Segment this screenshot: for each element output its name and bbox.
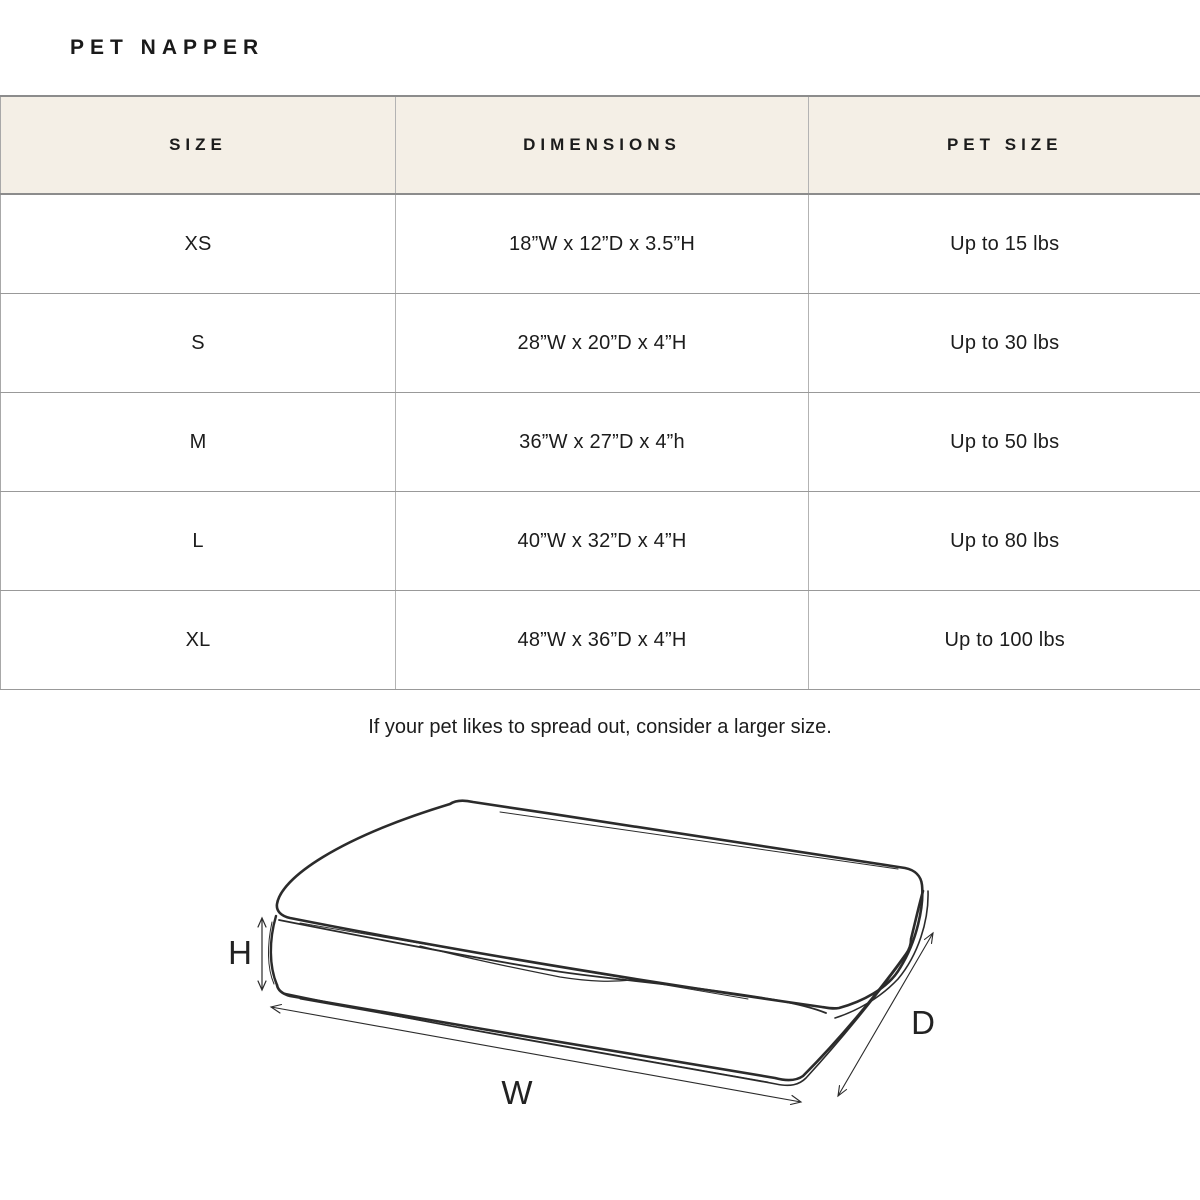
table-row: [1, 294, 1200, 393]
pet-size-cell: Up to 50 lbs: [809, 393, 1200, 492]
title-bar: [0, 0, 1200, 95]
width-label: W: [501, 1074, 533, 1111]
bed-outline-sketch: [268, 801, 928, 1086]
dimensions-cell: 18”W x 12”D x 3.5”H: [396, 194, 809, 294]
pet-size-cell: Up to 100 lbs: [809, 591, 1200, 690]
dimensions-cell: 36”W x 27”D x 4”h: [396, 393, 809, 492]
table-row: [1, 492, 1200, 591]
dimensions-cell: 48”W x 36”D x 4”H: [396, 591, 809, 690]
column-header-dimensions: DIMENSIONS: [396, 96, 809, 194]
table-header-row: [1, 96, 1200, 194]
table-row: [1, 591, 1200, 690]
pet-size-cell: Up to 30 lbs: [809, 294, 1200, 393]
width-arrow: [271, 1005, 801, 1105]
dimensions-cell: 40”W x 32”D x 4”H: [396, 492, 809, 591]
size-chart-table: [0, 95, 1200, 690]
dimensions-cell: 28”W x 20”D x 4”H: [396, 294, 809, 393]
table-row: [1, 194, 1200, 294]
height-arrow: [258, 918, 266, 990]
height-label: H: [228, 934, 252, 971]
pet-size-cell: Up to 15 lbs: [809, 194, 1200, 294]
pet-size-cell: Up to 80 lbs: [809, 492, 1200, 591]
column-header-pet-size: PET SIZE: [809, 96, 1200, 194]
table-row: [1, 393, 1200, 492]
column-header-size: SIZE: [1, 96, 396, 194]
depth-label: D: [911, 1004, 935, 1041]
pet-bed-diagram: [0, 740, 1200, 1200]
size-cell: XL: [1, 591, 396, 690]
size-cell: XS: [1, 194, 396, 294]
size-cell: S: [1, 294, 396, 393]
pet-bed-sketch: [0, 740, 1200, 1200]
size-cell: L: [1, 492, 396, 591]
page-title: PET NAPPER: [70, 35, 265, 59]
size-cell: M: [1, 393, 396, 492]
sizing-note: If your pet likes to spread out, consider a larger size.: [368, 716, 832, 738]
